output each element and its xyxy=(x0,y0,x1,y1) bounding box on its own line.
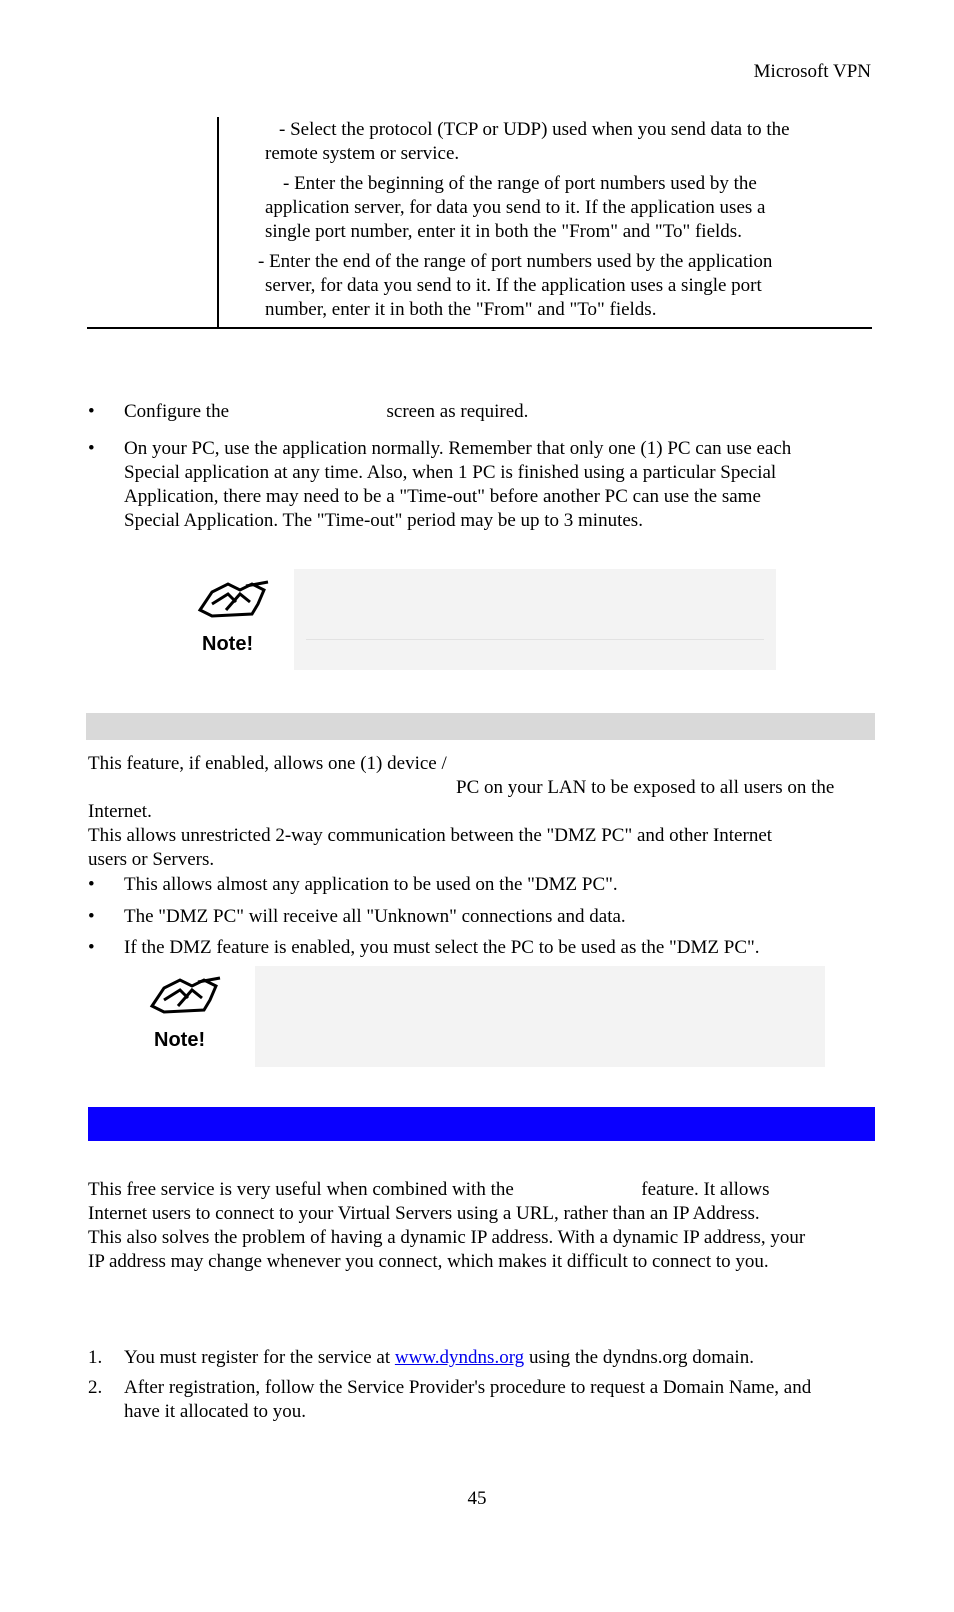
table-column-divider xyxy=(217,117,219,328)
bullet-use-application xyxy=(124,437,864,533)
bullet-line: On your PC, use the application normally. Remember that only one (1) PC can use each xyxy=(124,438,792,459)
bullet-dot: • xyxy=(88,874,95,895)
para-line: PC on your LAN to be exposed to all users on the xyxy=(456,777,835,798)
bullet-text: Configure the xyxy=(124,401,230,422)
para-text: This free service is very useful when combined with the xyxy=(88,1179,514,1200)
table-row-port-end xyxy=(258,250,855,322)
bullet-text: screen as required. xyxy=(386,401,529,422)
para-line xyxy=(88,1178,873,1202)
bullet-dmz-select: If the DMZ feature is enabled, you must select the PC to be used as the "DMZ PC". xyxy=(124,937,760,958)
bullet-dot: • xyxy=(88,438,95,459)
dyndns-description xyxy=(88,1178,873,1274)
step-text: using the dyndns.org domain. xyxy=(528,1347,754,1368)
note-box xyxy=(255,966,825,1067)
running-header: Microsoft VPN xyxy=(753,61,871,82)
note-hand-icon xyxy=(192,580,270,654)
table-line: - Select the protocol (TCP or UDP) used when you send data to the xyxy=(279,119,790,140)
note-label: Note! xyxy=(202,633,254,654)
note-box xyxy=(294,569,776,670)
bullet-dmz-unknown: The "DMZ PC" will receive all "Unknown" connections and data. xyxy=(124,906,626,927)
para-line: This allows unrestricted 2-way communication between the "DMZ PC" and other Internet xyxy=(88,825,773,846)
para-line: This feature, if enabled, allows one (1) device / xyxy=(88,753,447,774)
step-text: You must register for the service at xyxy=(124,1347,391,1368)
step-register xyxy=(124,1346,864,1370)
table-line: application server, for data you send to it. If the application uses a xyxy=(265,197,766,218)
table-bottom-rule xyxy=(87,327,872,329)
note-label: Note! xyxy=(154,1029,206,1050)
table-line: single port number, enter it in both the "From" and "To" fields. xyxy=(265,221,742,242)
para-line: users or Servers. xyxy=(88,849,215,870)
para-line: IP address may change whenever you connect, which makes it difficult to connect to you. xyxy=(88,1251,769,1272)
section-heading-bar-dyndns xyxy=(88,1107,875,1141)
table-line: number, enter it in both the "From" and "To" fields. xyxy=(265,299,657,320)
section-heading-bar-dmz xyxy=(86,713,875,740)
bullet-line: Special application at any time. Also, when 1 PC is finished using a particular Special xyxy=(124,462,777,483)
dmz-description xyxy=(88,752,873,872)
para-text: feature. It allows xyxy=(641,1179,770,1200)
para-line: Internet. xyxy=(88,801,152,822)
table-row-port-start xyxy=(265,172,855,244)
page-number: 45 xyxy=(467,1488,487,1509)
dyndns-link[interactable]: www.dyndns.org xyxy=(394,1347,525,1368)
table-line: remote system or service. xyxy=(265,143,460,164)
bullet-dmz-application: This allows almost any application to be used on the "DMZ PC". xyxy=(124,874,618,895)
step-number: 2. xyxy=(88,1377,103,1398)
bullet-dot: • xyxy=(88,937,95,958)
bullet-dot: • xyxy=(88,906,95,927)
bullet-configure xyxy=(124,400,864,424)
para-line: This also solves the problem of having a dynamic IP address. With a dynamic IP address, your xyxy=(88,1227,806,1248)
table-line: server, for data you send to it. If the application uses a single port xyxy=(265,275,762,296)
note-hand-icon xyxy=(144,976,222,1050)
bullet-line: Special Application. The "Time-out" period may be up to 3 minutes. xyxy=(124,510,643,531)
bullet-line: Application, there may need to be a "Time-out" before another PC can use the same xyxy=(124,486,761,507)
note-inner-rule xyxy=(306,579,764,640)
step-line: After registration, follow the Service Provider's procedure to request a Domain Name, and xyxy=(124,1377,812,1398)
para-line: Internet users to connect to your Virtual Servers using a URL, rather than an IP Address. xyxy=(88,1203,760,1224)
step-request-domain xyxy=(124,1376,864,1424)
bullet-dot: • xyxy=(88,401,95,422)
table-line: - Enter the end of the range of port numbers used by the application xyxy=(258,251,773,272)
step-line: have it allocated to you. xyxy=(124,1401,307,1422)
table-line: - Enter the beginning of the range of port numbers used by the xyxy=(283,173,757,194)
table-row-protocol xyxy=(265,118,855,166)
step-number: 1. xyxy=(88,1347,103,1368)
